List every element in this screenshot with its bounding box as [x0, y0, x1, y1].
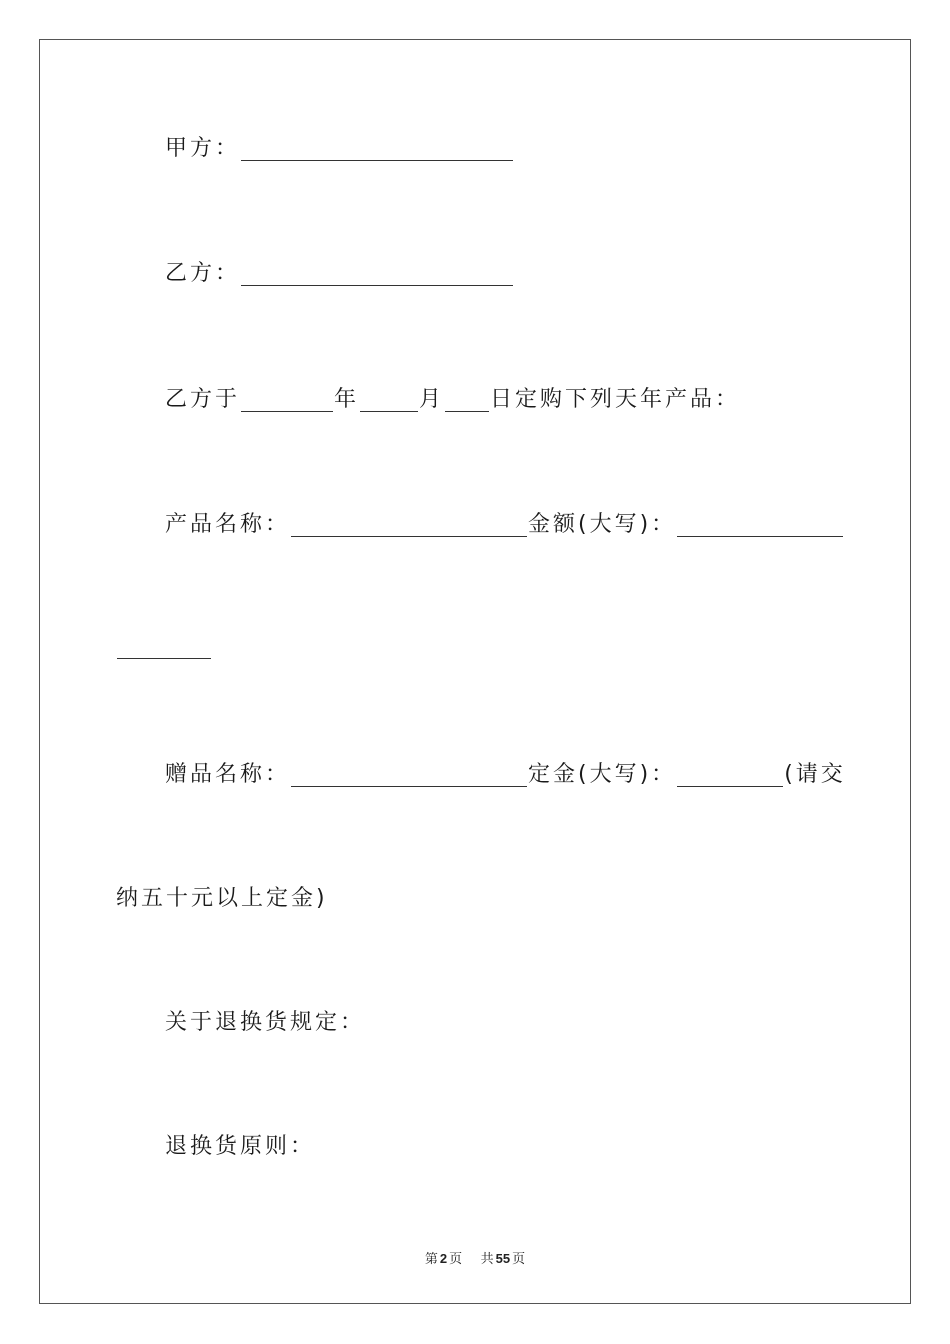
deposit-blank[interactable]	[677, 764, 783, 787]
total-suffix: 页	[512, 1252, 526, 1267]
party-a-label: 甲方：	[165, 136, 241, 161]
return-policy-heading-line	[165, 1008, 365, 1038]
deposit-label: 定金(大写)：	[528, 762, 677, 787]
deposit-note-line	[116, 884, 328, 914]
page-footer	[0, 1248, 950, 1267]
product-amount-blank-continued[interactable]	[117, 636, 211, 659]
total-prefix: 共	[480, 1252, 494, 1267]
page-number: 2	[439, 1251, 448, 1266]
product-amount-blank[interactable]	[677, 514, 843, 537]
order-date-line	[165, 385, 740, 415]
gift-name-label: 赠品名称：	[165, 762, 291, 787]
page-border	[39, 39, 911, 1304]
order-month-label: 月	[419, 387, 445, 412]
product-name-blank[interactable]	[291, 514, 527, 537]
return-principle-heading: 退换货原则：	[165, 1134, 316, 1159]
product-name-label: 产品名称：	[165, 512, 291, 537]
product-amount-continuation	[116, 636, 212, 662]
order-year-label: 年	[334, 387, 360, 412]
order-day-blank[interactable]	[445, 389, 489, 412]
return-policy-heading: 关于退换货规定：	[165, 1010, 366, 1035]
page-prefix: 第	[424, 1252, 438, 1267]
party-a-blank[interactable]	[241, 138, 513, 161]
gift-name-blank[interactable]	[291, 764, 527, 787]
product-line	[165, 510, 844, 540]
deposit-note-start: (请交	[784, 762, 846, 787]
total-pages: 55	[495, 1251, 511, 1266]
return-principle-heading-line	[165, 1132, 315, 1162]
order-month-blank[interactable]	[360, 389, 418, 412]
page-suffix: 页	[449, 1252, 463, 1267]
party-b-label: 乙方：	[165, 261, 241, 286]
gift-line	[165, 760, 846, 790]
deposit-note-end: 纳五十元以上定金)	[116, 886, 328, 911]
party-b-line	[165, 259, 514, 289]
party-b-blank[interactable]	[241, 263, 513, 286]
product-amount-label: 金额(大写)：	[528, 512, 677, 537]
order-date-suffix: 日定购下列天年产品：	[490, 387, 741, 412]
party-a-line	[165, 134, 514, 164]
order-date-prefix: 乙方于	[165, 387, 241, 412]
order-year-blank[interactable]	[241, 389, 333, 412]
